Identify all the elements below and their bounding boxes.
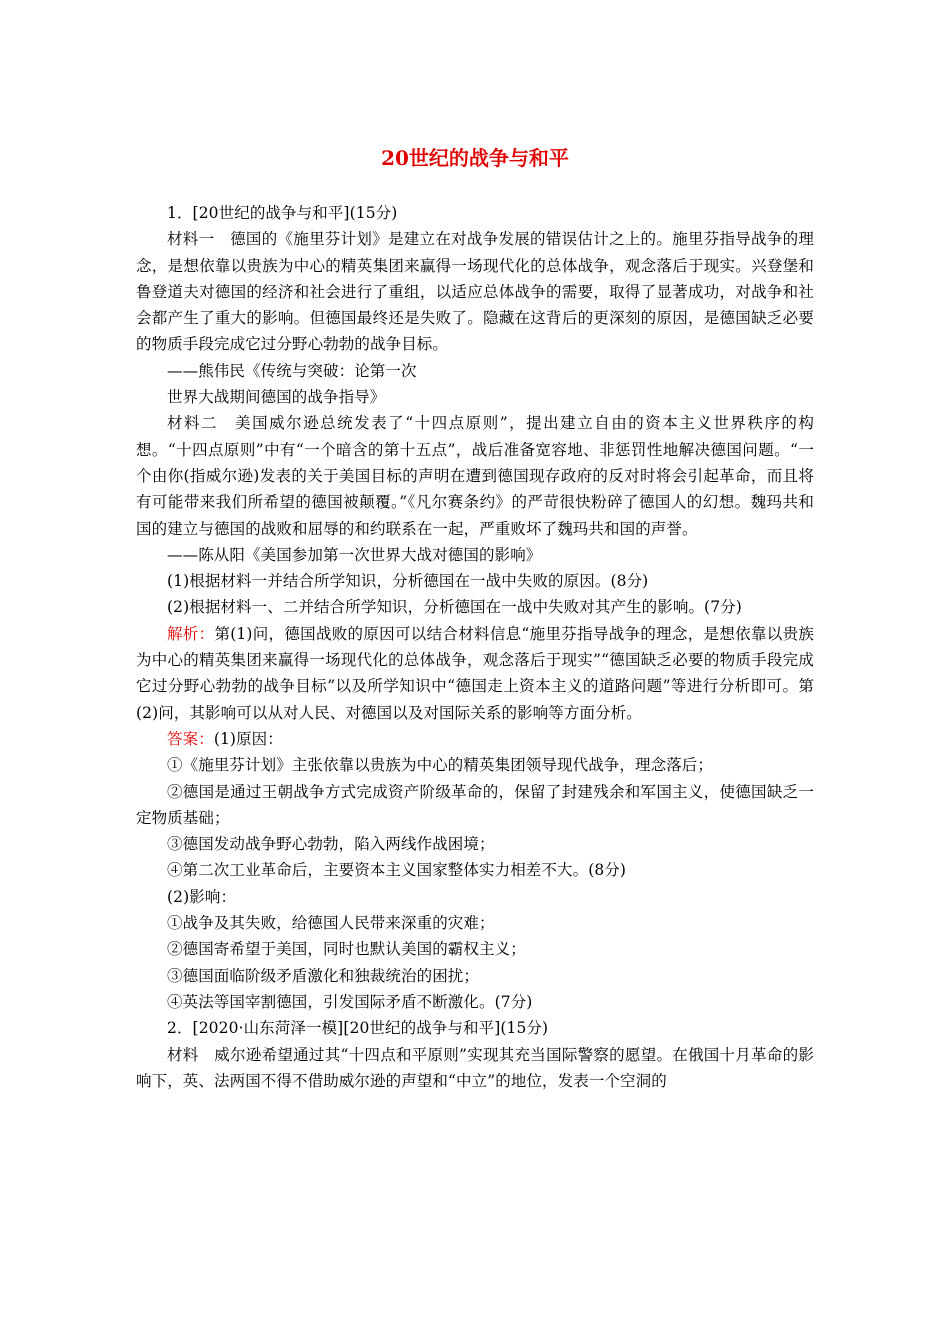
answer-label: 答案：	[167, 729, 214, 748]
question-1-header: 1．[20世纪的战争与和平](15分)	[167, 204, 398, 222]
question-2-material: 材料 威尔逊希望通过其“十四点和平原则”实现其充当国际警察的愿望。在俄国十月革命的影响下，英、法两国不得不借助威尔逊的声望和“中立”的地位，发表一个空洞的	[136, 1045, 814, 1090]
material-2: 材料二 美国威尔逊总统发表了“十四点原则”，提出建立自由的资本主义世界秩序的构想。“十四点原则”中有“一个暗含的第十五点”，战后准备宽容地、非惩罚性地解决德国问题。“一个由你(指威尔逊)发表的关于美国目标的声明在遭到德国现存政府的反对时将会引起革命，而且将有可能带来我们所希望的德国被颠覆。”《凡尔赛条约》的严苛很快粉碎了德国人的幻想。魏玛共和国的建立与德国的战败和屈辱的和约联系在一起，严重败坏了魏玛共和国的声誉。	[136, 414, 814, 538]
impact-item: ①战争及其失败，给德国人民带来深重的灾难；	[167, 914, 495, 933]
impact-item: ④英法等国宰割德国，引发国际矛盾不断激化。(7分)	[167, 992, 533, 1011]
material-1: 材料一 德国的《施里芬计划》是建立在对战争发展的错误估计之上的。施里芬指导战争的理念，是想依靠以贵族为中心的精英集团来赢得一场现代化的总体战争，观念落后于现实。兴登堡和鲁登道夫对德国的经济和社会进行了重组，以适应总体战争的需要，取得了显著成功，对战争和社会都产生了重大的影响。但德国最终还是失败了。隐藏在这背后的更深刻的原因，是德国缺乏必要的物质手段完成它过分野心勃勃的战争目标。	[136, 230, 814, 354]
impact-item: ②德国寄希望于美国，同时也默认美国的霸权主义；	[167, 940, 526, 959]
reason-item: ④第二次工业革命后，主要资本主义国家整体实力相差不大。(8分)	[167, 861, 627, 880]
impact-head: (2)影响：	[167, 887, 237, 906]
answer-head: (1)原因：	[213, 729, 283, 748]
document-page	[136, 140, 814, 1094]
analysis-paragraph	[136, 621, 814, 726]
analysis-text: 第(1)问，德国战败的原因可以结合材料信息“施里芬指导战争的理念，是想依靠以贵族为中心的精英集团来赢得一场现代化的总体战争，观念落后于现实”“德国缺乏必要的物质手段完成它过分野心勃勃的战争目标”以及所学知识中“德国走上资本主义的道路问题”等进行分析即可。第(2)问，其影响可以从对人民、对德国以及对国际关系的影响等方面分析。	[136, 624, 814, 722]
reason-item: ②德国是通过王朝战争方式完成资产阶级革命的，保留了封建残余和军国主义，使德国缺乏一定物质基础；	[136, 782, 814, 827]
material-2-source: ——陈从阳《美国参加第一次世界大战对德国的影响》	[167, 545, 542, 564]
analysis-label: 解析：	[167, 624, 215, 643]
impact-item: ③德国面临阶级矛盾激化和独裁统治的困扰；	[167, 966, 480, 985]
material-1-source-line-1: ——熊伟民《传统与突破：论第一次	[167, 361, 417, 380]
reason-item: ①《施里芬计划》主张依靠以贵族为中心的精英集团领导现代战争，理念落后；	[167, 756, 714, 775]
material-1-source-line-2: 世界大战期间德国的战争指导》	[167, 388, 386, 407]
answer-paragraph	[136, 726, 814, 752]
question-1-part-2: (2)根据材料一、二并结合所学知识，分析德国在一战中失败对其产生的影响。(7分)	[167, 598, 742, 617]
question-2-header: 2．[2020·山东菏泽一模][20世纪的战争与和平](15分)	[167, 1019, 549, 1038]
document-title: 20世纪的战争与和平	[381, 146, 569, 170]
question-1-part-1: (1)根据材料一并结合所学知识，分析德国在一战中失败的原因。(8分)	[167, 572, 649, 591]
reason-item: ③德国发动战争野心勃勃，陷入两线作战困境；	[167, 835, 495, 854]
